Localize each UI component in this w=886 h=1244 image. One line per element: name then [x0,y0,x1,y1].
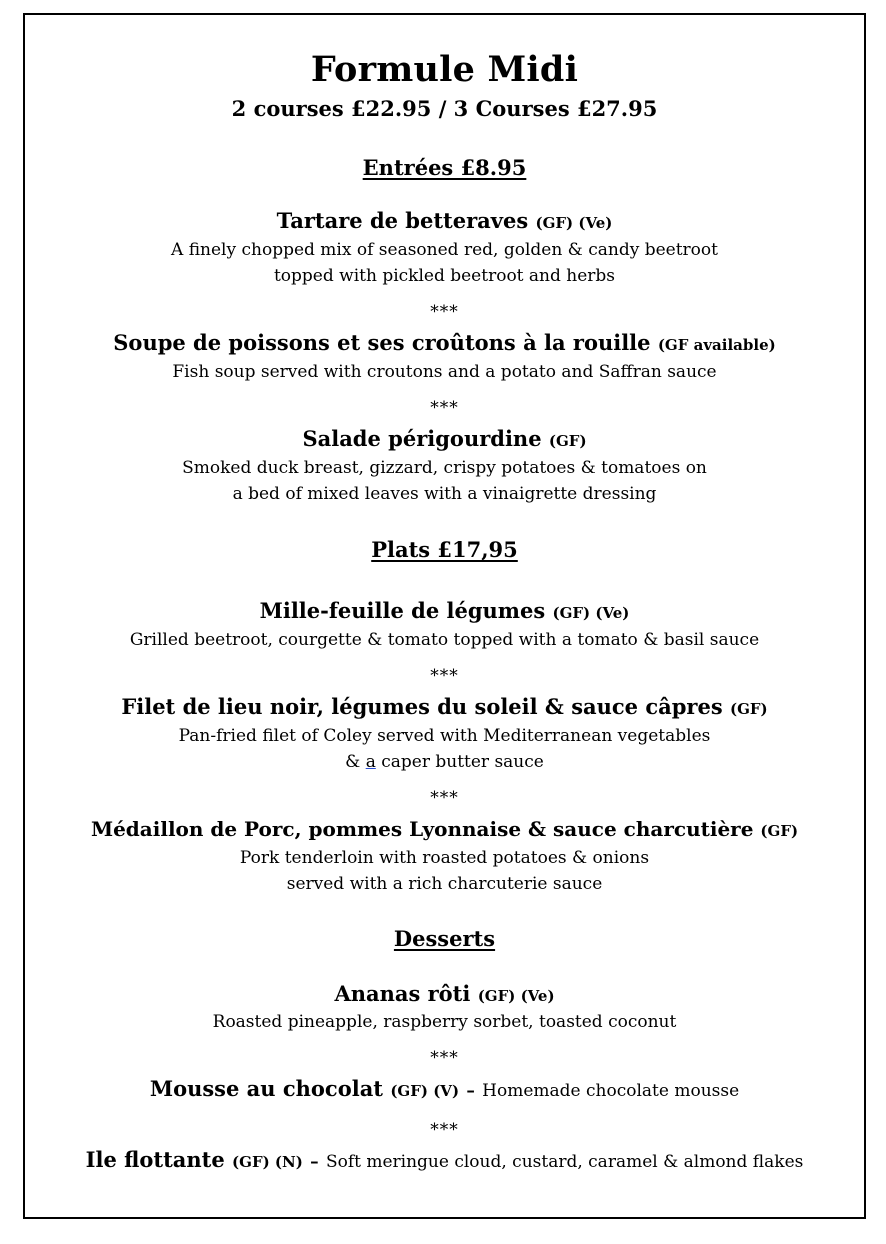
separator: *** [430,302,459,322]
dish-description: Roasted pineapple, raspberry sorbet, toasted coconut [212,1012,677,1032]
dish-description: Soft meringue cloud, custard, caramel & almond flakes [325,1152,804,1172]
dish-title [23,330,866,355]
dish-description: a bed of mixed leaves with a vinaigrette dressing [232,484,657,504]
separator: *** [430,666,459,686]
desc-text-underlined: a [365,752,376,772]
dietary-tags: (GF) [548,432,587,450]
dish-description: served with a rich charcuterie sauce [286,874,603,894]
dish-name: Médaillon de Porc, pommes Lyonnaise & sauce charcutière [90,817,754,841]
dish-description [23,752,866,772]
dietary-tags: (GF) (Ve) [535,214,613,232]
dish-description: Pan-fried filet of Coley served with Mediterranean vegetables [178,726,711,746]
separator: *** [430,1048,459,1068]
dish-name: Ile flottante [85,1147,225,1172]
dish-title [23,1147,866,1172]
dish-description: Smoked duck breast, gizzard, crispy potatoes & tomatoes on [182,458,707,478]
dish-description: Pork tenderloin with roasted potatoes & onions [239,848,650,868]
dish-name: Filet de lieu noir, légumes du soleil & sauce câpres [121,694,723,719]
entrees-heading: Entrées £8.95 [362,155,527,180]
dietary-tags: (GF) [730,700,768,718]
dish-title [23,208,866,233]
dietary-tags: (GF) (Ve) [552,604,630,622]
dish-title [23,1076,866,1101]
dish-description: Homemade chocolate mousse [482,1081,740,1101]
dish-name: Tartare de betteraves [276,208,529,233]
dish-title [23,598,866,623]
dietary-tags: (GF) (V) [390,1082,460,1100]
desc-text: & [345,752,366,772]
dietary-tags: (GF) (N) [232,1153,303,1171]
separator: *** [430,1120,459,1140]
dish-description: A finely chopped mix of seasoned red, golden & candy beetroot [171,240,718,260]
separator: *** [430,788,459,808]
dish-description: Fish soup served with croutons and a potato and Saffran sauce [172,362,717,382]
dish-name: Ananas rôti [334,981,471,1006]
dish-title [23,426,866,451]
dish-name: Soupe de poissons et ses croûtons à la rouille [113,330,651,355]
dash-separator: – [466,1081,475,1101]
desc-text: caper butter sauce [375,752,544,772]
menu-title: Formule Midi [310,49,579,90]
separator: *** [430,398,459,418]
dish-description: Grilled beetroot, courgette & tomato topped with a tomato & basil sauce [129,630,760,650]
dish-description: topped with pickled beetroot and herbs [273,266,616,286]
dietary-tags: (GF available) [657,336,776,354]
desserts-heading: Desserts [393,926,496,951]
dish-title [23,981,866,1006]
dish-name: Salade périgourdine [302,426,542,451]
dish-title [23,817,866,841]
dash-separator: – [310,1152,319,1172]
dish-name: Mousse au chocolat [149,1076,384,1101]
dietary-tags: (GF) [760,822,799,840]
dish-title [23,694,866,719]
menu-subtitle: 2 courses £22.95 / 3 Courses £27.95 [231,96,658,121]
dish-name: Mille-feuille de légumes [259,598,546,623]
plats-heading: Plats £17,95 [371,537,518,562]
dietary-tags: (GF) (Ve) [477,987,555,1005]
